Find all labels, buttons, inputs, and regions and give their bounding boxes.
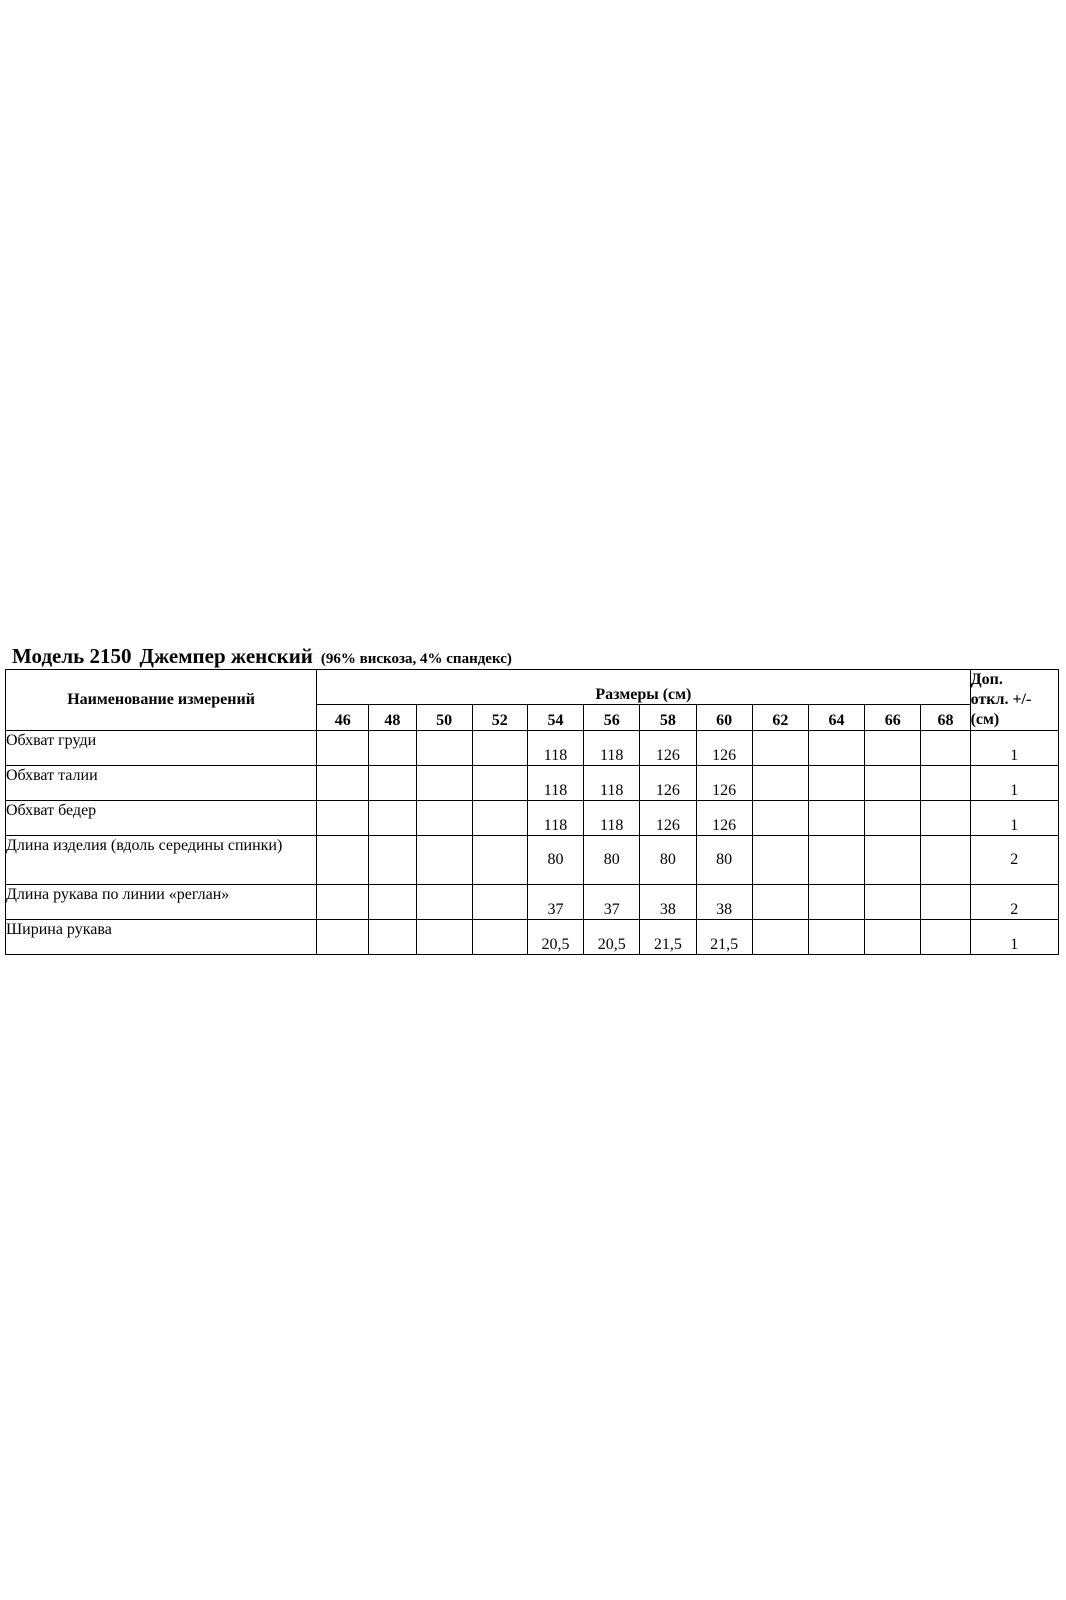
table-cell <box>416 920 472 955</box>
table-row <box>6 836 1059 885</box>
table-cell <box>317 801 369 836</box>
table-cell <box>865 836 921 885</box>
table-cell <box>865 766 921 801</box>
table-cell <box>921 885 970 920</box>
table-cell: 126 <box>640 766 696 801</box>
table-cell: 118 <box>527 731 583 766</box>
size-header: 66 <box>865 705 921 731</box>
table-cell <box>865 885 921 920</box>
table-cell <box>921 731 970 766</box>
table-cell: 118 <box>527 766 583 801</box>
table-cell: 126 <box>640 731 696 766</box>
table-row <box>6 801 1059 836</box>
table-cell <box>472 885 527 920</box>
table-cell: 126 <box>696 801 752 836</box>
table-cell <box>472 801 527 836</box>
table-cell <box>472 920 527 955</box>
table-row <box>6 766 1059 801</box>
size-header: 62 <box>752 705 808 731</box>
table-cell <box>416 731 472 766</box>
table-cell <box>369 920 416 955</box>
table-cell <box>921 801 970 836</box>
table-cell: 118 <box>584 801 640 836</box>
deviation-cell: 1 <box>970 731 1058 766</box>
table-cell <box>416 836 472 885</box>
table-cell <box>808 766 864 801</box>
table-cell <box>369 801 416 836</box>
size-header: 46 <box>317 705 369 731</box>
table-cell <box>808 801 864 836</box>
size-header: 64 <box>808 705 864 731</box>
measurement-label: Обхват груди <box>6 731 317 766</box>
table-cell: 38 <box>696 885 752 920</box>
deviation-cell: 1 <box>970 766 1058 801</box>
table-cell <box>808 731 864 766</box>
table-cell: 20,5 <box>527 920 583 955</box>
deviation-cell: 2 <box>970 836 1058 885</box>
model-number: Модель 2150 <box>12 644 132 668</box>
size-header: 68 <box>921 705 970 731</box>
measurement-label: Ширина рукава <box>6 920 317 955</box>
size-header: 56 <box>584 705 640 731</box>
table-cell <box>369 731 416 766</box>
table-cell <box>921 920 970 955</box>
size-header: 58 <box>640 705 696 731</box>
table-cell <box>317 920 369 955</box>
measurements-body <box>6 731 1059 955</box>
table-cell <box>752 731 808 766</box>
header-row-top <box>6 670 1059 705</box>
size-header: 60 <box>696 705 752 731</box>
deviation-cell: 2 <box>970 885 1058 920</box>
table-cell <box>416 766 472 801</box>
table-cell <box>752 836 808 885</box>
table-cell: 80 <box>527 836 583 885</box>
table-cell <box>921 766 970 801</box>
table-cell <box>317 731 369 766</box>
table-cell <box>317 836 369 885</box>
table-cell <box>752 766 808 801</box>
table-cell <box>369 836 416 885</box>
document-title <box>12 646 512 667</box>
table-cell <box>317 766 369 801</box>
deviation-header-line: откл. +/- <box>970 691 1032 708</box>
measurement-name-header: Наименование измерений <box>6 670 317 731</box>
size-header: 54 <box>527 705 583 731</box>
table-cell <box>865 731 921 766</box>
sizes-header: Размеры (см) <box>317 670 970 705</box>
deviation-header <box>970 670 1058 731</box>
deviation-header-line: (см) <box>970 711 1000 728</box>
measurement-label: Обхват талии <box>6 766 317 801</box>
size-header: 52 <box>472 705 527 731</box>
measurement-label: Длина рукава по линии «реглан» <box>6 885 317 920</box>
table-cell <box>369 766 416 801</box>
table-cell <box>416 885 472 920</box>
table-cell: 21,5 <box>696 920 752 955</box>
size-header: 50 <box>416 705 472 731</box>
size-header: 48 <box>369 705 416 731</box>
table-cell <box>317 885 369 920</box>
size-chart-table <box>5 669 1059 955</box>
table-cell: 126 <box>696 731 752 766</box>
table-cell: 118 <box>584 766 640 801</box>
table-cell <box>472 731 527 766</box>
table-cell: 80 <box>696 836 752 885</box>
table-cell: 37 <box>584 885 640 920</box>
table-cell <box>808 885 864 920</box>
table-cell <box>472 766 527 801</box>
table-cell: 126 <box>640 801 696 836</box>
table-cell <box>752 801 808 836</box>
table-cell <box>808 836 864 885</box>
table-cell: 118 <box>527 801 583 836</box>
table-cell <box>416 801 472 836</box>
table-cell <box>865 801 921 836</box>
deviation-cell: 1 <box>970 801 1058 836</box>
table-cell <box>472 836 527 885</box>
measurement-label: Обхват бедер <box>6 801 317 836</box>
table-cell: 38 <box>640 885 696 920</box>
table-cell: 80 <box>640 836 696 885</box>
measurement-label: Длина изделия (вдоль середины спинки) <box>6 836 317 885</box>
table-cell: 37 <box>527 885 583 920</box>
table-cell <box>369 885 416 920</box>
table-cell: 21,5 <box>640 920 696 955</box>
fabric-composition: (96% вискоза, 4% спандекс) <box>320 651 512 667</box>
table-cell <box>752 920 808 955</box>
deviation-header-line: Доп. <box>970 671 1003 688</box>
table-cell: 118 <box>584 731 640 766</box>
table-row <box>6 885 1059 920</box>
table-cell: 80 <box>584 836 640 885</box>
table-row <box>6 731 1059 766</box>
table-cell <box>808 920 864 955</box>
table-cell <box>865 920 921 955</box>
deviation-cell: 1 <box>970 920 1058 955</box>
table-cell <box>921 836 970 885</box>
product-name: Джемпер женский <box>139 644 313 668</box>
table-cell: 20,5 <box>584 920 640 955</box>
table-cell: 126 <box>696 766 752 801</box>
table-row <box>6 920 1059 955</box>
table-cell <box>752 885 808 920</box>
